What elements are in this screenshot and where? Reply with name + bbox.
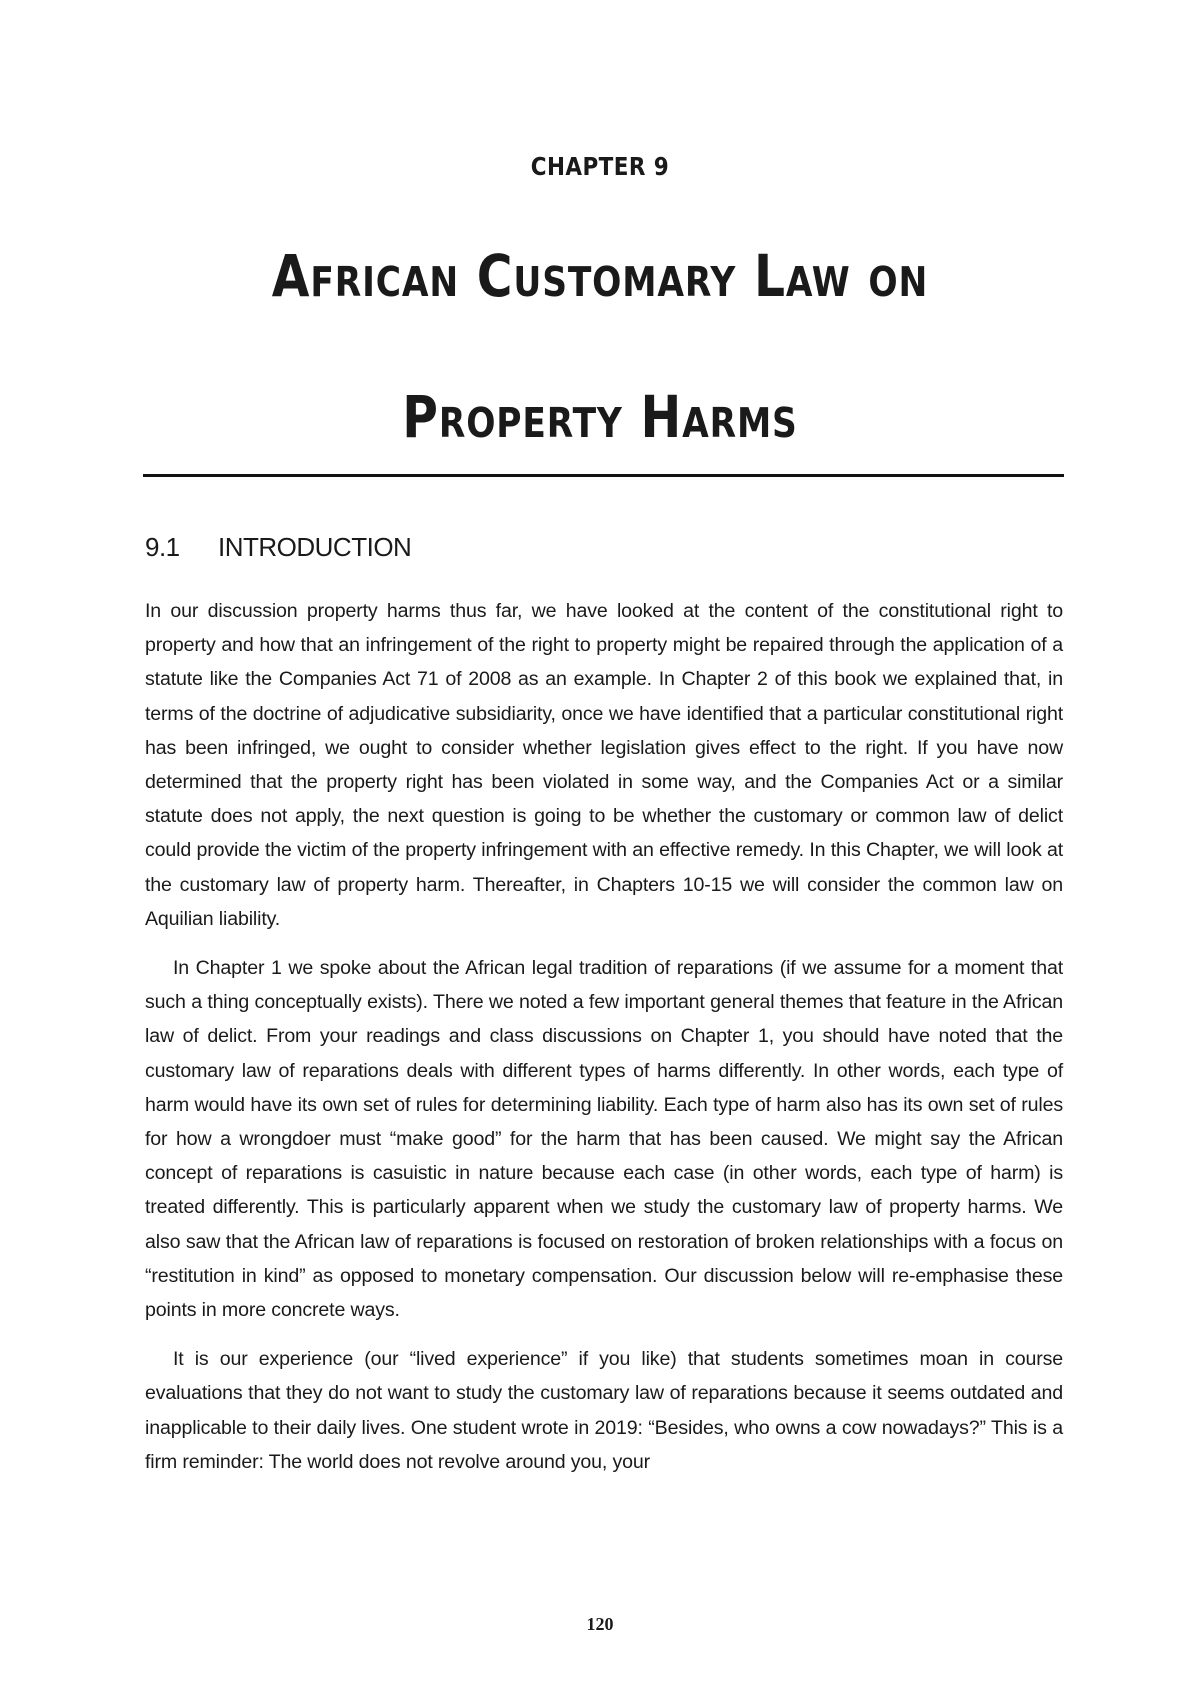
chapter-label: CHAPTER 9 xyxy=(530,152,670,181)
page-number: 120 xyxy=(586,1614,614,1634)
chapter-title-line-1: African Customary Law on xyxy=(271,242,929,310)
section-title: INTRODUCTION xyxy=(218,532,412,562)
paragraph: In our discussion property harms thus far, we have looked at the content of the constitutional right to property and how that an infringement of the right to property might be repaired through the application of a statute like the Companies Act 71 of 2008 as an example. In Chapter 2 of this book we explained that, in terms of the doctrine of adjudicative subsidiarity, once we have identified that a particular constitutional right has been infringed, we ought to consider whether legislation gives effect to the right. If you have now determined that the property right has been violated in some way, and the Companies Act or a similar statute does not apply, the next question is going to be whether the customary or common law of delict could provide the victim of the property infringement with an effective remedy. In this Chapter, we will look at the customary law of property harm. Thereafter, in Chapters 10-15 we will consider the common law on Aquilian liability. xyxy=(145,600,1063,930)
section-heading xyxy=(145,532,411,563)
chapter-title-line-2: Property Harms xyxy=(402,383,798,451)
section-number: 9.1 xyxy=(145,532,180,562)
paragraph: In Chapter 1 we spoke about the African legal tradition of reparations (if we assume for a moment that such a thing conceptually exists). There we noted a few important general themes that feature in the African law of delict. From your readings and class discussions on Chapter 1, you should have noted that the customary law of reparations deals with different types of harms differently. In other words, each type of harm would have its own set of rules for determining liability. Each type of harm also has its own set of rules for how a wrongdoer must “make good” for the harm that has been caused. We might say the African concept of reparations is casuistic in nature because each case (in other words, each type of harm) is treated differently. This is particularly apparent when we study the customary law of property harms. We also saw that the African law of reparations is focused on restoration of broken relationships with a focus on “restitution in kind” as opposed to monetary compensation. Our discussion below will re-emphasise these points in more concrete ways. xyxy=(145,957,1063,1322)
paragraph: It is our experience (our “lived experience” if you like) that students sometimes moan in course evaluations that they do not want to study the customary law of reparations because it seems outdated and inapplicable to their daily lives. One student wrote in 2019: “Besides, who owns a cow nowadays?” This is a firm reminder: The world does not revolve around you, your xyxy=(145,1348,1063,1473)
title-divider xyxy=(143,474,1064,477)
body-text xyxy=(145,594,1063,1494)
